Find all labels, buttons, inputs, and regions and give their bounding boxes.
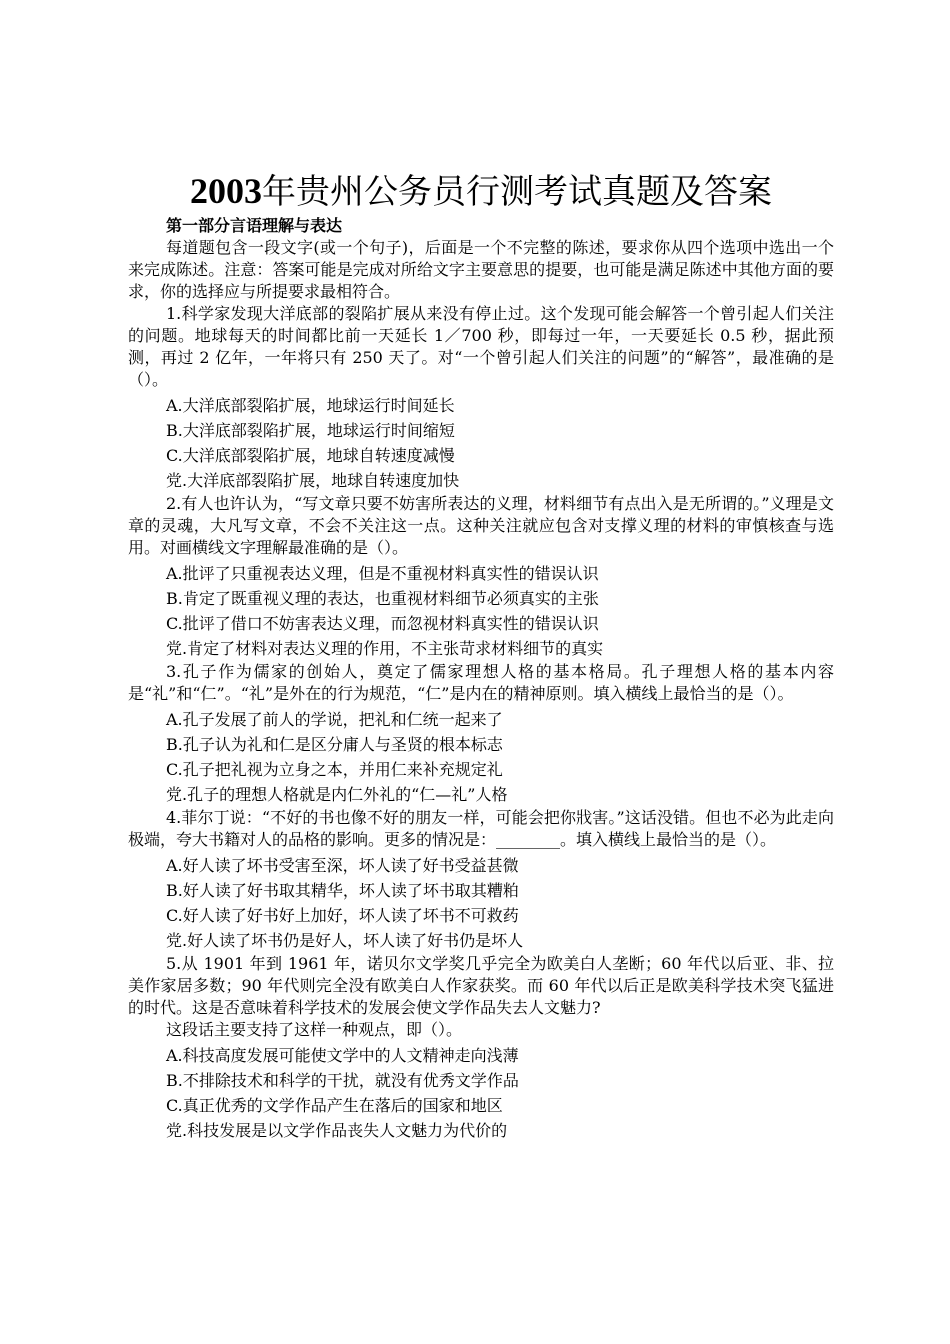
option-d: 党.大洋底部裂陷扩展，地球自转速度加快 (166, 471, 460, 490)
option-c: C.孔子把礼视为立身之本，并用仁来补充规定礼 (166, 760, 503, 779)
option-b: B.肯定了既重视义理的表达，也重视材料细节必须真实的主张 (166, 589, 599, 608)
option-d: 党.孔子的理想人格就是内仁外礼的“仁—礼”人格 (166, 785, 508, 804)
question-stem: 1.科学家发现大洋底部的裂陷扩展从来没有停止过。这个发现可能会解答一个曾引起人们关注的问题。地球每天的时间都比前一天延长 1／700 秒，即每过一年，一天要延长 0.5 秒，据此预测，再过 2 亿年，一年将只有 250 天了。对“一个曾引起人们关注的问题”的“解答”，最准确的是（）。 (128, 304, 834, 389)
option-d: 党.好人读了坏书仍是好人，坏人读了好书仍是坏人 (166, 931, 524, 950)
option-list (128, 707, 834, 807)
option-b: B.孔子认为礼和仁是区分庸人与圣贤的根本标志 (166, 735, 503, 754)
option-a: A.好人读了坏书受害至深，坏人读了好书受益甚微 (166, 856, 519, 875)
option-d: 党.科技发展是以文学作品丧失人文魅力为代价的 (166, 1121, 508, 1140)
option-a: A.科技高度发展可能使文学中的人文精神走向浅薄 (166, 1046, 519, 1065)
question-stem: 3.孔子作为儒家的创始人，奠定了儒家理想人格的基本格局。孔子理想人格的基本内容是“礼”和“仁”。“礼”是外在的行为规范，“仁”是内在的精神原则。填入横线上最恰当的是（）。 (128, 662, 834, 703)
option-c: C.批评了借口不妨害表达义理，而忽视材料真实性的错误认识 (166, 614, 599, 633)
option-list (128, 393, 834, 493)
question-2 (128, 493, 834, 661)
option-b: B.大洋底部裂陷扩展，地球运行时间缩短 (166, 421, 455, 440)
question-1 (128, 303, 834, 493)
option-c: C.真正优秀的文学作品产生在落后的国家和地区 (166, 1096, 503, 1115)
option-list (128, 561, 834, 661)
option-a: A.孔子发展了前人的学说，把礼和仁统一起来了 (166, 710, 503, 729)
title-text: 年贵州公务员行测考试真题及答案 (262, 172, 772, 212)
question-5 (128, 953, 834, 1143)
option-a: A.批评了只重视表达义理，但是不重视材料真实性的错误认识 (166, 564, 599, 583)
question-stem: 2.有人也许认为，“写文章只要不妨害所表达的义理，材料细节有点出入是无所谓的。”义理是文章的灵魂，大凡写文章，不会不关注这一点。这种关注就应包含对支撑义理的材料的审慎核查与选用。对画横线文字理解最准确的是（）。 (128, 494, 834, 557)
instructions-paragraph: 每道题包含一段文字(或一个句子)，后面是一个不完整的陈述，要求你从四个选项中选出一个来完成陈述。注意：答案可能是完成对所给文字主要意思的提要，也可能是满足陈述中其他方面的要求，你的选择应与所提要求最相符合。 (128, 238, 834, 301)
option-b: B.不排除技术和科学的干扰，就没有优秀文学作品 (166, 1071, 519, 1090)
option-a: A.大洋底部裂陷扩展，地球运行时间延长 (166, 396, 455, 415)
document-page (128, 168, 834, 1143)
question-stem: 4.菲尔丁说：“不好的书也像不好的朋友一样，可能会把你戕害。”这话没错。但也不必为此走向极端，夸大书籍对人的品格的影响。更多的情况是：________。填入横线上最恰当的是（）。 (128, 808, 834, 849)
option-list (128, 853, 834, 953)
option-b: B.好人读了好书取其精华，坏人读了坏书取其糟粕 (166, 881, 519, 900)
question-prompt: 这段话主要支持了这样一种观点，即（）。 (166, 1020, 463, 1039)
question-4 (128, 807, 834, 953)
option-list (128, 1043, 834, 1143)
document-title (128, 168, 834, 215)
title-year: 2003 (190, 171, 262, 211)
question-stem: 5.从 1901 年到 1961 年，诺贝尔文学奖几乎完全为欧美白人垄断；60 年代以后亚、非、拉美作家居多数；90 年代则完全没有欧美白人作家获奖。而 60 年代以后正是欧美科学技术突飞猛进的时代。这是否意味着科学技术的发展会使文学作品失去人文魅力? (128, 954, 834, 1017)
question-3 (128, 661, 834, 807)
option-c: C.好人读了好书好上加好，坏人读了坏书不可救药 (166, 906, 519, 925)
option-c: C.大洋底部裂陷扩展，地球自转速度减慢 (166, 446, 455, 465)
section-heading: 第一部分言语理解与表达 (166, 216, 343, 235)
option-d: 党.肯定了材料对表达义理的作用，不主张苛求材料细节的真实 (166, 639, 604, 658)
